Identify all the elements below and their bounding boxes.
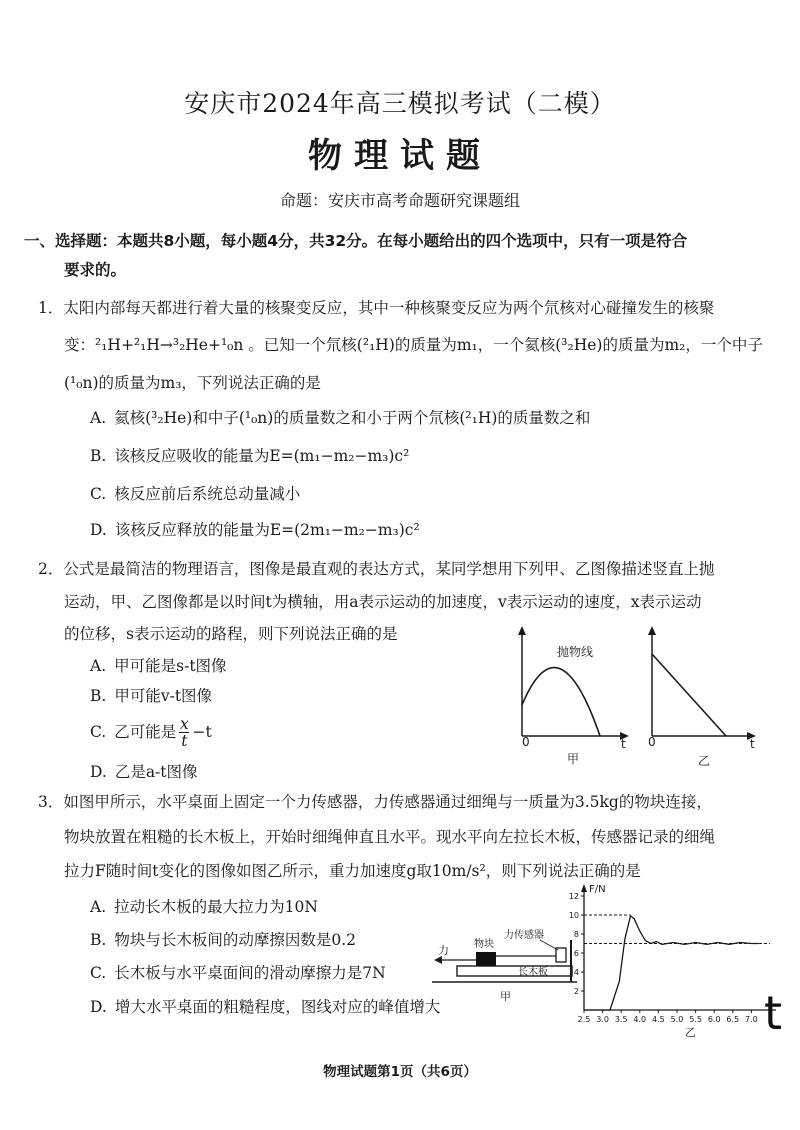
- origin-label: 0: [522, 735, 530, 749]
- option-label: A.: [90, 409, 107, 427]
- fraction-numerator: x: [179, 715, 189, 733]
- x-tick-label: 3.0: [596, 1015, 609, 1024]
- option-text: 氦核(³₂He)和中子(¹₀n)的质量数之和小于两个氘核(²₁H)的质量数之和: [114, 409, 591, 427]
- q3-stem-line2: 物块放置在粗糙的长木板上，开始时细绳伸直且水平。现水平向左拉长木板，传感器记录的细绳: [64, 828, 716, 846]
- author-line: 命题：安庆市高考命题研究课题组: [279, 191, 520, 210]
- x-tick-label: 3.5: [614, 1015, 628, 1024]
- q1-stem-line1: 1．太阳内部每天都进行着大量的核聚变反应，其中一种核聚变反应为两个氘核对心碰撞发生的核聚: [38, 299, 715, 317]
- x-tick-label: 4.0: [633, 1015, 647, 1024]
- q1-option-c: [90, 482, 300, 504]
- option-text: 甲可能v-t图像: [114, 687, 213, 705]
- option-label: A.: [90, 657, 107, 675]
- x-tick-label: 6.0: [707, 1015, 721, 1024]
- option-label: B.: [90, 931, 107, 949]
- straight-line: [652, 654, 726, 736]
- q1-stem-line3: (¹₀n)的质量为m₃，下列说法正确的是: [64, 374, 321, 392]
- q3-option-a: [90, 895, 318, 917]
- subject-title: 物理试题: [308, 136, 492, 176]
- parabola-curve: [522, 668, 600, 736]
- x-tick-label: 5.0: [670, 1015, 684, 1024]
- exam-title: 安庆市2024年高三模拟考试（二模）: [184, 89, 616, 118]
- x-tick-label: 4.5: [652, 1015, 665, 1024]
- curve-label: 抛物线: [557, 645, 594, 659]
- sensor-leader: [540, 940, 558, 950]
- q3-stem-line3: 拉力F随时间t变化的图像如图乙所示，重力加速度g取10m/s²，则下列说法正确的是: [64, 862, 641, 880]
- origin-label: 0: [648, 735, 656, 749]
- option-text: 甲可能是s-t图像: [114, 657, 227, 675]
- axis-label-t: t: [750, 737, 755, 751]
- q2-option-c: [90, 716, 212, 750]
- q2-stem-line1: 2．公式是最简洁的物理语言，图像是最直观的表达方式，某同学想用下列甲、乙图像描述竖直上抛: [38, 560, 715, 578]
- graph-yi: [640, 618, 770, 773]
- q2-option-d: [90, 760, 198, 782]
- q3-option-d: [90, 995, 440, 1017]
- q1-option-b: [90, 444, 409, 466]
- x-tick-label: 7.0: [745, 1015, 758, 1024]
- graph-caption: 甲: [567, 752, 580, 766]
- force-time-chart: [560, 880, 782, 1040]
- q1-option-d: [90, 518, 420, 540]
- y-tick-label: 6: [573, 949, 579, 958]
- option-label: D.: [90, 763, 107, 781]
- series-line: [584, 916, 759, 1010]
- x-tick-label: 2.5: [577, 1015, 591, 1024]
- q2-stem-line3: 的位移，s表示运动的路程，则下列说法正确的是: [64, 625, 398, 643]
- graph-jia: [505, 618, 635, 768]
- y-axis-arrow: [518, 626, 526, 635]
- y-tick-label: 8: [573, 930, 579, 939]
- graph-caption: 乙: [698, 754, 711, 768]
- y-tick-label: 12: [568, 892, 579, 901]
- block-label: 物块: [474, 939, 494, 950]
- option-label: B.: [90, 687, 107, 705]
- y-tick-label: 10: [568, 911, 579, 920]
- x-tick-label: 6.5: [726, 1015, 740, 1024]
- q2-option-a: [90, 654, 227, 676]
- y-tick-label: 4: [573, 968, 579, 977]
- option-label: C.: [90, 722, 107, 741]
- option-text: 拉动长木板的最大拉力为10N: [114, 898, 318, 916]
- q3-stem-line1: 3．如图甲所示，水平桌面上固定一个力传感器，力传感器通过细绳与一质量为3.5kg的物块连接，: [38, 793, 712, 811]
- q3-option-b: [90, 928, 356, 950]
- fraction: [179, 716, 189, 750]
- option-label: D.: [90, 998, 107, 1016]
- y-tick-label: 2: [573, 987, 579, 996]
- section-heading-cont: 要求的。: [64, 261, 127, 279]
- force-label: 力: [438, 944, 449, 957]
- option-text: 增大水平桌面的粗糙程度，图线对应的峰值增大: [114, 998, 441, 1016]
- fraction-denominator: t: [181, 732, 188, 751]
- y-axis-label: F/N: [589, 884, 606, 895]
- option-label: C.: [90, 485, 107, 503]
- y-axis-arrow: [581, 884, 587, 892]
- option-text: 该核反应吸收的能量为E=(m₁−m₂−m₃)c²: [114, 447, 410, 465]
- section-heading: 一、选择题：本题共8小题，每小题4分，共32分。在每小题给出的四个选项中，只有一项是符合: [24, 232, 688, 250]
- option-label: C.: [90, 964, 107, 982]
- option-text: 长木板与水平桌面间的滑动摩擦力是7N: [114, 964, 386, 982]
- y-axis-arrow: [648, 626, 656, 635]
- option-label: D.: [90, 521, 107, 539]
- option-label: A.: [90, 898, 107, 916]
- page-footer: 物理试题第1页（共6页）: [323, 1064, 477, 1080]
- page-mark: t: [764, 986, 783, 1040]
- q3-option-c: [90, 961, 386, 983]
- option-suffix: −t: [192, 722, 212, 741]
- option-text: 物块与长木板间的动摩擦因数是0.2: [114, 931, 356, 949]
- force-arrowhead: [434, 956, 442, 964]
- x-tick-label: 5.5: [689, 1015, 702, 1024]
- q2-stem-line2: 运动，甲、乙图像都是以时间t为横轴，用a表示运动的加速度，v表示运动的速度，x表示运动: [64, 593, 702, 611]
- option-text: 核反应前后系统总动量减小: [114, 485, 301, 503]
- option-text: 该核反应释放的能量为E=(2m₁−m₂−m₃)c²: [114, 521, 420, 539]
- setup-diagram: [432, 924, 580, 1006]
- setup-caption: 甲: [500, 990, 511, 1003]
- option-text: 乙是a-t图像: [114, 763, 198, 781]
- q1-stem-line2: 变：²₁H+²₁H→³₂He+¹₀n 。已知一个氘核(²₁H)的质量为m₁，一个氦核(³₂He)的质量为m₂，一个中子: [64, 336, 763, 354]
- q2-option-b: [90, 684, 212, 706]
- sensor-label: 力传感器: [504, 930, 544, 941]
- long-board: [457, 966, 572, 976]
- board-label: 长木板: [518, 967, 548, 978]
- option-label: B.: [90, 447, 107, 465]
- q1-option-a: [90, 406, 590, 428]
- axis-label-t: t: [621, 737, 626, 751]
- option-text: 乙可能是: [114, 722, 177, 741]
- chart-caption: 乙: [685, 1026, 696, 1039]
- block: [476, 952, 496, 966]
